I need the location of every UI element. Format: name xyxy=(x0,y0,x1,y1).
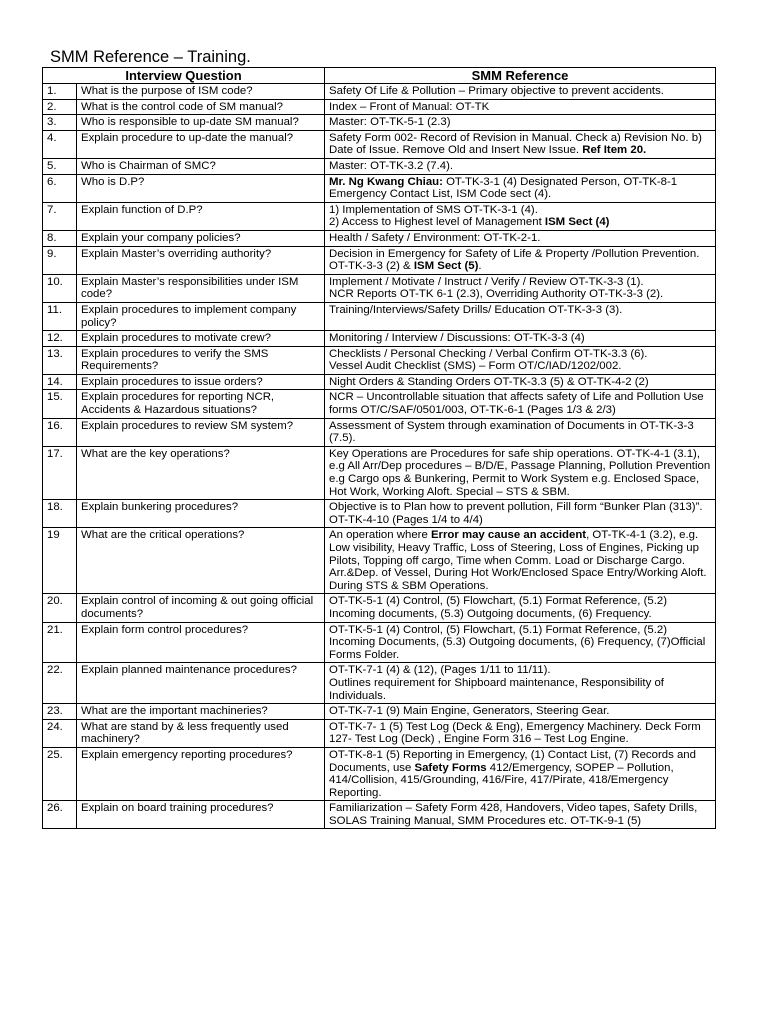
reference-bold-text: ISM Sect (5) xyxy=(413,260,479,273)
row-number: 21. xyxy=(43,622,77,663)
reference-text: Vessel Audit Checklist (SMS) – Form OT/C/IAD/1202/002. xyxy=(329,360,622,373)
row-number: 16. xyxy=(43,418,77,446)
smm-reference-cell xyxy=(325,801,716,829)
reference-text: Checklists / Personal Checking / Verbal Confirm OT-TK-3.3 (6). xyxy=(329,347,648,360)
table-row xyxy=(43,719,716,747)
row-number: 15. xyxy=(43,390,77,418)
reference-text: NCR Reports OT-TK 6-1 (2.3), Overriding Authority OT-TK-3-3 (2). xyxy=(329,288,664,301)
reference-text: Assessment of System through examination of Documents in OT-TK-3-3 (7.5). xyxy=(329,419,694,445)
smm-reference-cell xyxy=(325,346,716,374)
smm-reference-cell xyxy=(325,528,716,594)
interview-question-cell: What are the key operations? xyxy=(77,446,325,499)
interview-question-cell: What are stand by & less frequently used machinery? xyxy=(77,719,325,747)
reference-text: OT-TK-5-1 (4) Control, (5) Flowchart, (5.1) Format Reference, (5.2) Incoming documents, (5.3) Outgoing documents, (6) Frequency. xyxy=(329,595,668,620)
interview-question-cell: Explain Master’s overriding authority? xyxy=(77,246,325,274)
interview-question-cell: Explain function of D.P? xyxy=(77,202,325,230)
reference-bold-text: Mr. Ng Kwang Chiau: xyxy=(329,175,443,188)
reference-text: , OT-TK-4-1 (3.2), e.g. Low visibility, Heavy Traffic, Loss of Steering, Loss of Engines, Picking up Pilots, Topping off cargo, Time when Comm. Load or Discharge Cargo. Arr.&Dep. of Vessel, During Hot Work/Enclosed Space Entry/Working Aloft. During STS & SBM Operations. xyxy=(329,529,707,592)
table-row xyxy=(43,274,716,302)
table-row xyxy=(43,246,716,274)
interview-question-cell: Explain procedures for reporting NCR, Accidents & Hazardous situations? xyxy=(77,390,325,418)
row-number: 19 xyxy=(43,528,77,594)
reference-text: Implement / Motivate / Instruct / Verify / Review OT-TK-3-3 (1). xyxy=(329,275,644,288)
reference-text: . xyxy=(478,260,482,273)
reference-text: NCR – Uncontrollable situation that affects safety of Life and Pollution Use forms OT/C/SAF/0501/003, OT-TK-6-1 (Pages 1/3 & 2/3) xyxy=(329,391,704,417)
row-number: 17. xyxy=(43,446,77,499)
reference-text: OT-TK-7- 1 (5) Test Log (Deck & Eng), Emergency Machinery. Deck Form 127- Test Log (Deck) , Engine Form 316 – Test Log Engine. xyxy=(329,720,701,746)
row-number: 9. xyxy=(43,246,77,274)
reference-text: Objective is to Plan how to prevent pollution, Fill form “Bunker Plan (313)”. OT-TK-4-10 (Pages 1/4 to 4/4) xyxy=(329,501,703,526)
row-number: 23. xyxy=(43,704,77,720)
reference-text: Master: OT-TK-5-1 (2.3) xyxy=(329,116,451,129)
row-number: 14. xyxy=(43,374,77,390)
row-number: 4. xyxy=(43,130,77,158)
smm-reference-cell xyxy=(325,302,716,330)
smm-reference-cell xyxy=(325,500,716,528)
table-row xyxy=(43,202,716,230)
table-row xyxy=(43,500,716,528)
row-number: 24. xyxy=(43,719,77,747)
interview-question-cell: Explain bunkering procedures? xyxy=(77,500,325,528)
table-row xyxy=(43,594,716,622)
interview-question-cell: Explain your company policies? xyxy=(77,230,325,246)
smm-reference-cell xyxy=(325,663,716,704)
smm-reference-cell xyxy=(325,594,716,622)
reference-text: Index – Front of Manual: OT-TK xyxy=(329,100,490,113)
interview-question-cell: Explain Master’s responsibilities under ISM code? xyxy=(77,274,325,302)
table-row xyxy=(43,230,716,246)
smm-reference-cell xyxy=(325,374,716,390)
smm-reference-cell xyxy=(325,246,716,274)
reference-text: Familiarization – Safety Form 428, Handovers, Video tapes, Safety Drills, SOLAS Training Manual, SMM Procedures etc. OT-TK-9-1 (5) xyxy=(329,802,698,827)
smm-reference-cell xyxy=(325,130,716,158)
smm-reference-cell xyxy=(325,274,716,302)
interview-question-cell: Explain procedures to motivate crew? xyxy=(77,331,325,347)
table-row xyxy=(43,528,716,594)
reference-text: Master: OT-TK-3.2 (7.4). xyxy=(329,159,454,172)
column-header-smm-reference: SMM Reference xyxy=(325,68,716,84)
smm-reference-cell xyxy=(325,747,716,800)
table-row xyxy=(43,99,716,115)
interview-question-cell: Explain procedure to up-date the manual? xyxy=(77,130,325,158)
reference-bold-text: ISM Sect (4) xyxy=(544,216,610,229)
smm-reference-cell xyxy=(325,622,716,663)
table-row xyxy=(43,418,716,446)
table-row xyxy=(43,174,716,202)
smm-reference-cell xyxy=(325,719,716,747)
document-title: SMM Reference – Training. xyxy=(50,48,251,66)
row-number: 13. xyxy=(43,346,77,374)
reference-text: Health / Safety / Environment: OT-TK-2-1. xyxy=(329,231,541,244)
table-row xyxy=(43,704,716,720)
column-header-interview-question: Interview Question xyxy=(43,68,325,84)
row-number: 2. xyxy=(43,99,77,115)
table-row xyxy=(43,346,716,374)
interview-question-cell: What is the control code of SM manual? xyxy=(77,99,325,115)
row-number: 3. xyxy=(43,115,77,131)
row-number: 12. xyxy=(43,331,77,347)
interview-question-cell: Explain on board training procedures? xyxy=(77,801,325,829)
table-row xyxy=(43,446,716,499)
smm-reference-cell xyxy=(325,390,716,418)
table-row xyxy=(43,331,716,347)
row-number: 26. xyxy=(43,801,77,829)
reference-bold-text: Ref Item 20. xyxy=(582,144,647,157)
table-row xyxy=(43,663,716,704)
reference-text: Monitoring / Interview / Discussions: OT-TK-3-3 (4) xyxy=(329,332,585,345)
row-number: 10. xyxy=(43,274,77,302)
row-number: 18. xyxy=(43,500,77,528)
row-number: 7. xyxy=(43,202,77,230)
row-number: 11. xyxy=(43,302,77,330)
reference-text: OT-TK-7-1 (9) Main Engine, Generators, Steering Gear. xyxy=(329,705,610,718)
interview-question-cell: Who is responsible to up-date SM manual? xyxy=(77,115,325,131)
smm-reference-cell xyxy=(325,158,716,174)
smm-reference-table xyxy=(42,67,716,829)
row-number: 8. xyxy=(43,230,77,246)
row-number: 20. xyxy=(43,594,77,622)
reference-bold-text: Error may cause an accident xyxy=(430,529,587,542)
row-number: 6. xyxy=(43,174,77,202)
interview-question-cell: Who is D.P? xyxy=(77,174,325,202)
reference-text: 2) Access to Highest level of Management xyxy=(329,216,545,229)
smm-reference-cell xyxy=(325,84,716,100)
smm-reference-cell xyxy=(325,202,716,230)
table-row xyxy=(43,801,716,829)
interview-question-cell: What are the important machineries? xyxy=(77,704,325,720)
table-row xyxy=(43,302,716,330)
interview-question-cell: Explain procedures to implement company policy? xyxy=(77,302,325,330)
reference-text: 412/Emergency, SOPEP – Pollution, 414/Collision, 415/Grounding, 416/Fire, 417/Pirate, 418/Emergency Reporting. xyxy=(329,761,674,799)
smm-reference-cell xyxy=(325,115,716,131)
interview-question-cell: Explain procedures to review SM system? xyxy=(77,418,325,446)
smm-reference-cell xyxy=(325,230,716,246)
smm-reference-cell xyxy=(325,331,716,347)
interview-question-cell: Explain form control procedures? xyxy=(77,622,325,663)
interview-question-cell: Explain control of incoming & out going official documents? xyxy=(77,594,325,622)
reference-text: 1) Implementation of SMS OT-TK-3-1 (4). xyxy=(329,203,538,216)
table-row xyxy=(43,374,716,390)
table-row xyxy=(43,390,716,418)
table-row xyxy=(43,84,716,100)
reference-bold-text: Safety Forms xyxy=(414,761,487,774)
interview-question-cell: What are the critical operations? xyxy=(77,528,325,594)
reference-text: OT-TK-5-1 (4) Control, (5) Flowchart, (5.1) Format Reference, (5.2) Incoming Documents, (5.3) Outgoing documents, (6) Frequency, (7)Official Forms Folder. xyxy=(329,623,706,661)
row-number: 25. xyxy=(43,747,77,800)
reference-text: OT-TK-7-1 (4) & (12), (Pages 1/11 to 11/11). xyxy=(329,664,551,677)
interview-question-cell: What is the purpose of ISM code? xyxy=(77,84,325,100)
row-number: 5. xyxy=(43,158,77,174)
reference-text: Safety Form 002- Record of Revision in Manual. Check a) Revision No. b) Date of Issue. Remove Old and Insert New Issue. xyxy=(329,131,702,157)
reference-text: Outlines requirement for Shipboard maintenance, Responsibility of Individuals. xyxy=(329,676,664,702)
interview-question-cell: Explain planned maintenance procedures? xyxy=(77,663,325,704)
interview-question-cell: Explain procedures to verify the SMS Requirements? xyxy=(77,346,325,374)
table-row xyxy=(43,115,716,131)
reference-text: OT-TK-8-1 (5) Reporting in Emergency, (1) Contact List, (7) Records and Documents, use xyxy=(329,748,696,774)
table-row xyxy=(43,130,716,158)
reference-text: Decision in Emergency for Safety of Life & Property /Pollution Prevention. OT-TK-3-3 (2) & xyxy=(329,247,700,273)
table-row xyxy=(43,622,716,663)
smm-reference-cell xyxy=(325,704,716,720)
row-number: 1. xyxy=(43,84,77,100)
smm-reference-cell xyxy=(325,99,716,115)
interview-question-cell: Explain emergency reporting procedures? xyxy=(77,747,325,800)
smm-reference-cell xyxy=(325,418,716,446)
table-row xyxy=(43,158,716,174)
table-row xyxy=(43,747,716,800)
smm-reference-cell xyxy=(325,174,716,202)
reference-text: OT-TK-3-1 (4) Designated Person, OT-TK-8-1 Emergency Contact List, ISM Code sect (4). xyxy=(329,175,678,201)
reference-text: Key Operations are Procedures for safe ship operations. OT-TK-4-1 (3.1), e.g All Arr/Dep procedures – B/D/E, Passage Planning, Pollution Prevention e.g Cargo ops & Bunkering, Permit to Work System e.g. Enclosed Space, Hot Work, Working Aloft. Special – STS & SBM. xyxy=(329,447,711,498)
reference-text: Night Orders & Standing Orders OT-TK-3.3 (5) & OT-TK-4-2 (2) xyxy=(329,375,649,388)
smm-reference-cell xyxy=(325,446,716,499)
reference-text: Safety Of Life & Pollution – Primary objective to prevent accidents. xyxy=(329,85,664,97)
table-body xyxy=(43,84,716,829)
row-number: 22. xyxy=(43,663,77,704)
interview-question-cell: Explain procedures to issue orders? xyxy=(77,374,325,390)
interview-question-cell: Who is Chairman of SMC? xyxy=(77,158,325,174)
reference-text: An operation where xyxy=(329,529,431,542)
reference-text: Training/Interviews/Safety Drills/ Education OT-TK-3-3 (3). xyxy=(329,303,623,316)
table-header-row xyxy=(43,68,716,84)
